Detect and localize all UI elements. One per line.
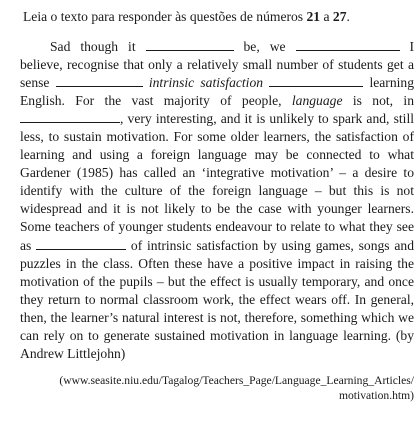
source-url-line-1: (www.seasite.niu.edu/Tagalog/Teachers_Page/Language_Learning_Articles/ [59, 373, 414, 387]
passage-text-8: , very interesting, and it is unlikely to spark and, still less, to sustain motivation. For some older learners, the satisfaction of learning and using a foreign language may be connected to what Gardener (1985) has called an ‘integrative motivation’ – a desire to identify with the culture of the foreign language – but this is not widespread and it is not likely to be the case with younger learners. Some teachers of younger students endeavour to relate to what they see as [20, 111, 414, 253]
question-number-last: 27 [332, 9, 347, 24]
passage-text-2: be, we [233, 39, 296, 54]
blank-1 [146, 39, 234, 51]
passage-text-9: of intrinsic satisfaction by using games, songs and puzzles in the class. Often these have a positive impact in raising the motivation of the pupils – but the effect is usually temporary, and once they return to normal classroom work, the effect wears off. In general, then, the learner’s natural interest is not, therefore, something which we can rely on to generate sustained motivation in language learning. (by Andrew Littlejohn) [20, 237, 414, 361]
passage-italic-word: language [291, 93, 343, 109]
passage-text-5: learning English. For the vast majority of people, [20, 75, 415, 109]
instruction-suffix: . [346, 9, 350, 24]
instruction-conjunction: a [320, 9, 333, 24]
instruction-prefix: Leia o texto para responder às questões de números [23, 9, 307, 24]
instruction-line [23, 8, 409, 26]
source-citation [20, 373, 414, 403]
passage-text-3: I believe, recognise that only a relatively small number of students get a sense [20, 39, 414, 91]
source-url-line-2: motivation.htm) [338, 388, 414, 402]
question-number-first: 21 [306, 9, 321, 24]
blank-4 [269, 75, 363, 87]
reading-passage [20, 38, 414, 363]
passage-text-1: Sad though it [50, 39, 146, 54]
blank-5 [20, 111, 120, 123]
passage-italic-phrase: intrinsic satisfaction [148, 75, 264, 91]
blank-6 [36, 238, 126, 250]
blank-2 [296, 39, 400, 51]
passage-text-7: is not, in [342, 93, 414, 109]
blank-3 [56, 75, 143, 87]
